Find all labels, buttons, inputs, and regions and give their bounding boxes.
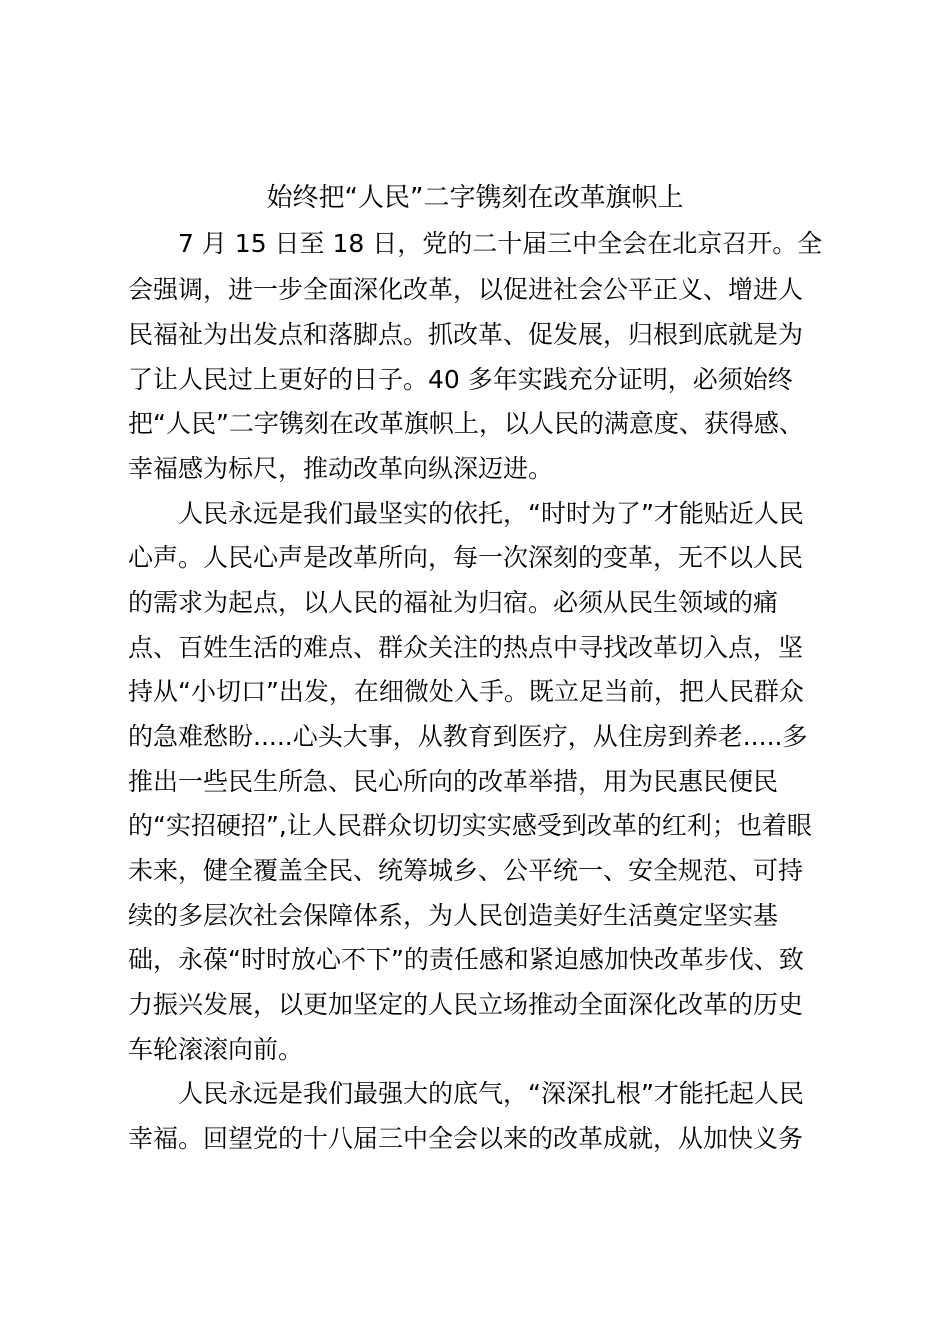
body-line: 幸福感为标尺，推动改革向纵深迈进。 xyxy=(128,454,554,483)
body-line: 会强调，进一步全面深化改革，以促进社会公平正义、增进人 xyxy=(128,275,804,304)
body-line: 心声。人民心声是改革所向，每一次深刻的变革，无不以人民 xyxy=(128,543,804,572)
body-line: 续的多层次社会保障体系，为人民创造美好生活奠定坚实基 xyxy=(128,901,779,930)
body-line: 民福祉为出发点和落脚点。抓改革、促发展，归根到底就是为 xyxy=(128,320,804,349)
body-line: 力振兴发展，以更加坚定的人民立场推动全面深化改革的历史 xyxy=(128,990,804,1019)
body-line: 人民永远是我们最坚实的依托，“时时为了”才能贴近人民 xyxy=(128,499,804,528)
body-line: 人民永远是我们最强大的底气，“深深扎根”才能托起人民 xyxy=(128,1079,804,1108)
body-line: 把“人民”二字镌刻在改革旗帜上，以人民的满意度、获得感、 xyxy=(128,409,804,438)
body-line: 7 月 15 日至 18 日，党的二十届三中全会在北京召开。全 xyxy=(128,229,823,258)
body-line: 的需求为起点，以人民的福祉为归宿。必须从民生领域的痛 xyxy=(128,588,779,617)
body-line: 了让人民过上更好的日子。40 多年实践充分证明，必须始终 xyxy=(128,365,793,394)
body-line: 础，永葆“时时放心不下”的责任感和紧迫感加快改革步伐、致 xyxy=(128,945,804,974)
body-line: 点、百姓生活的难点、群众关注的热点中寻找改革切入点，坚 xyxy=(128,633,804,662)
body-line: 车轮滚滚向前。 xyxy=(128,1035,304,1064)
body-line: 推出一些民生所急、民心所向的改革举措，用为民惠民便民 xyxy=(128,767,779,796)
body-line: 的“实招硬招”,让人民群众切切实实感受到改革的红利；也着眼 xyxy=(128,811,812,840)
body-line: 幸福。回望党的十八届三中全会以来的改革成就，从加快义务 xyxy=(128,1124,804,1153)
article-title: 始终把“人民”二字镌刻在改革旗帜上 xyxy=(266,183,684,213)
body-line: 持从“小切口”出发，在细微处入手。既立足当前，把人民群众 xyxy=(128,677,804,706)
body-line: 的急难愁盼.....心头大事，从教育到医疗，从住房到养老.....多 xyxy=(128,722,808,751)
body-line: 未来，健全覆盖全民、统筹城乡、公平统一、安全规范、可持 xyxy=(128,856,804,885)
